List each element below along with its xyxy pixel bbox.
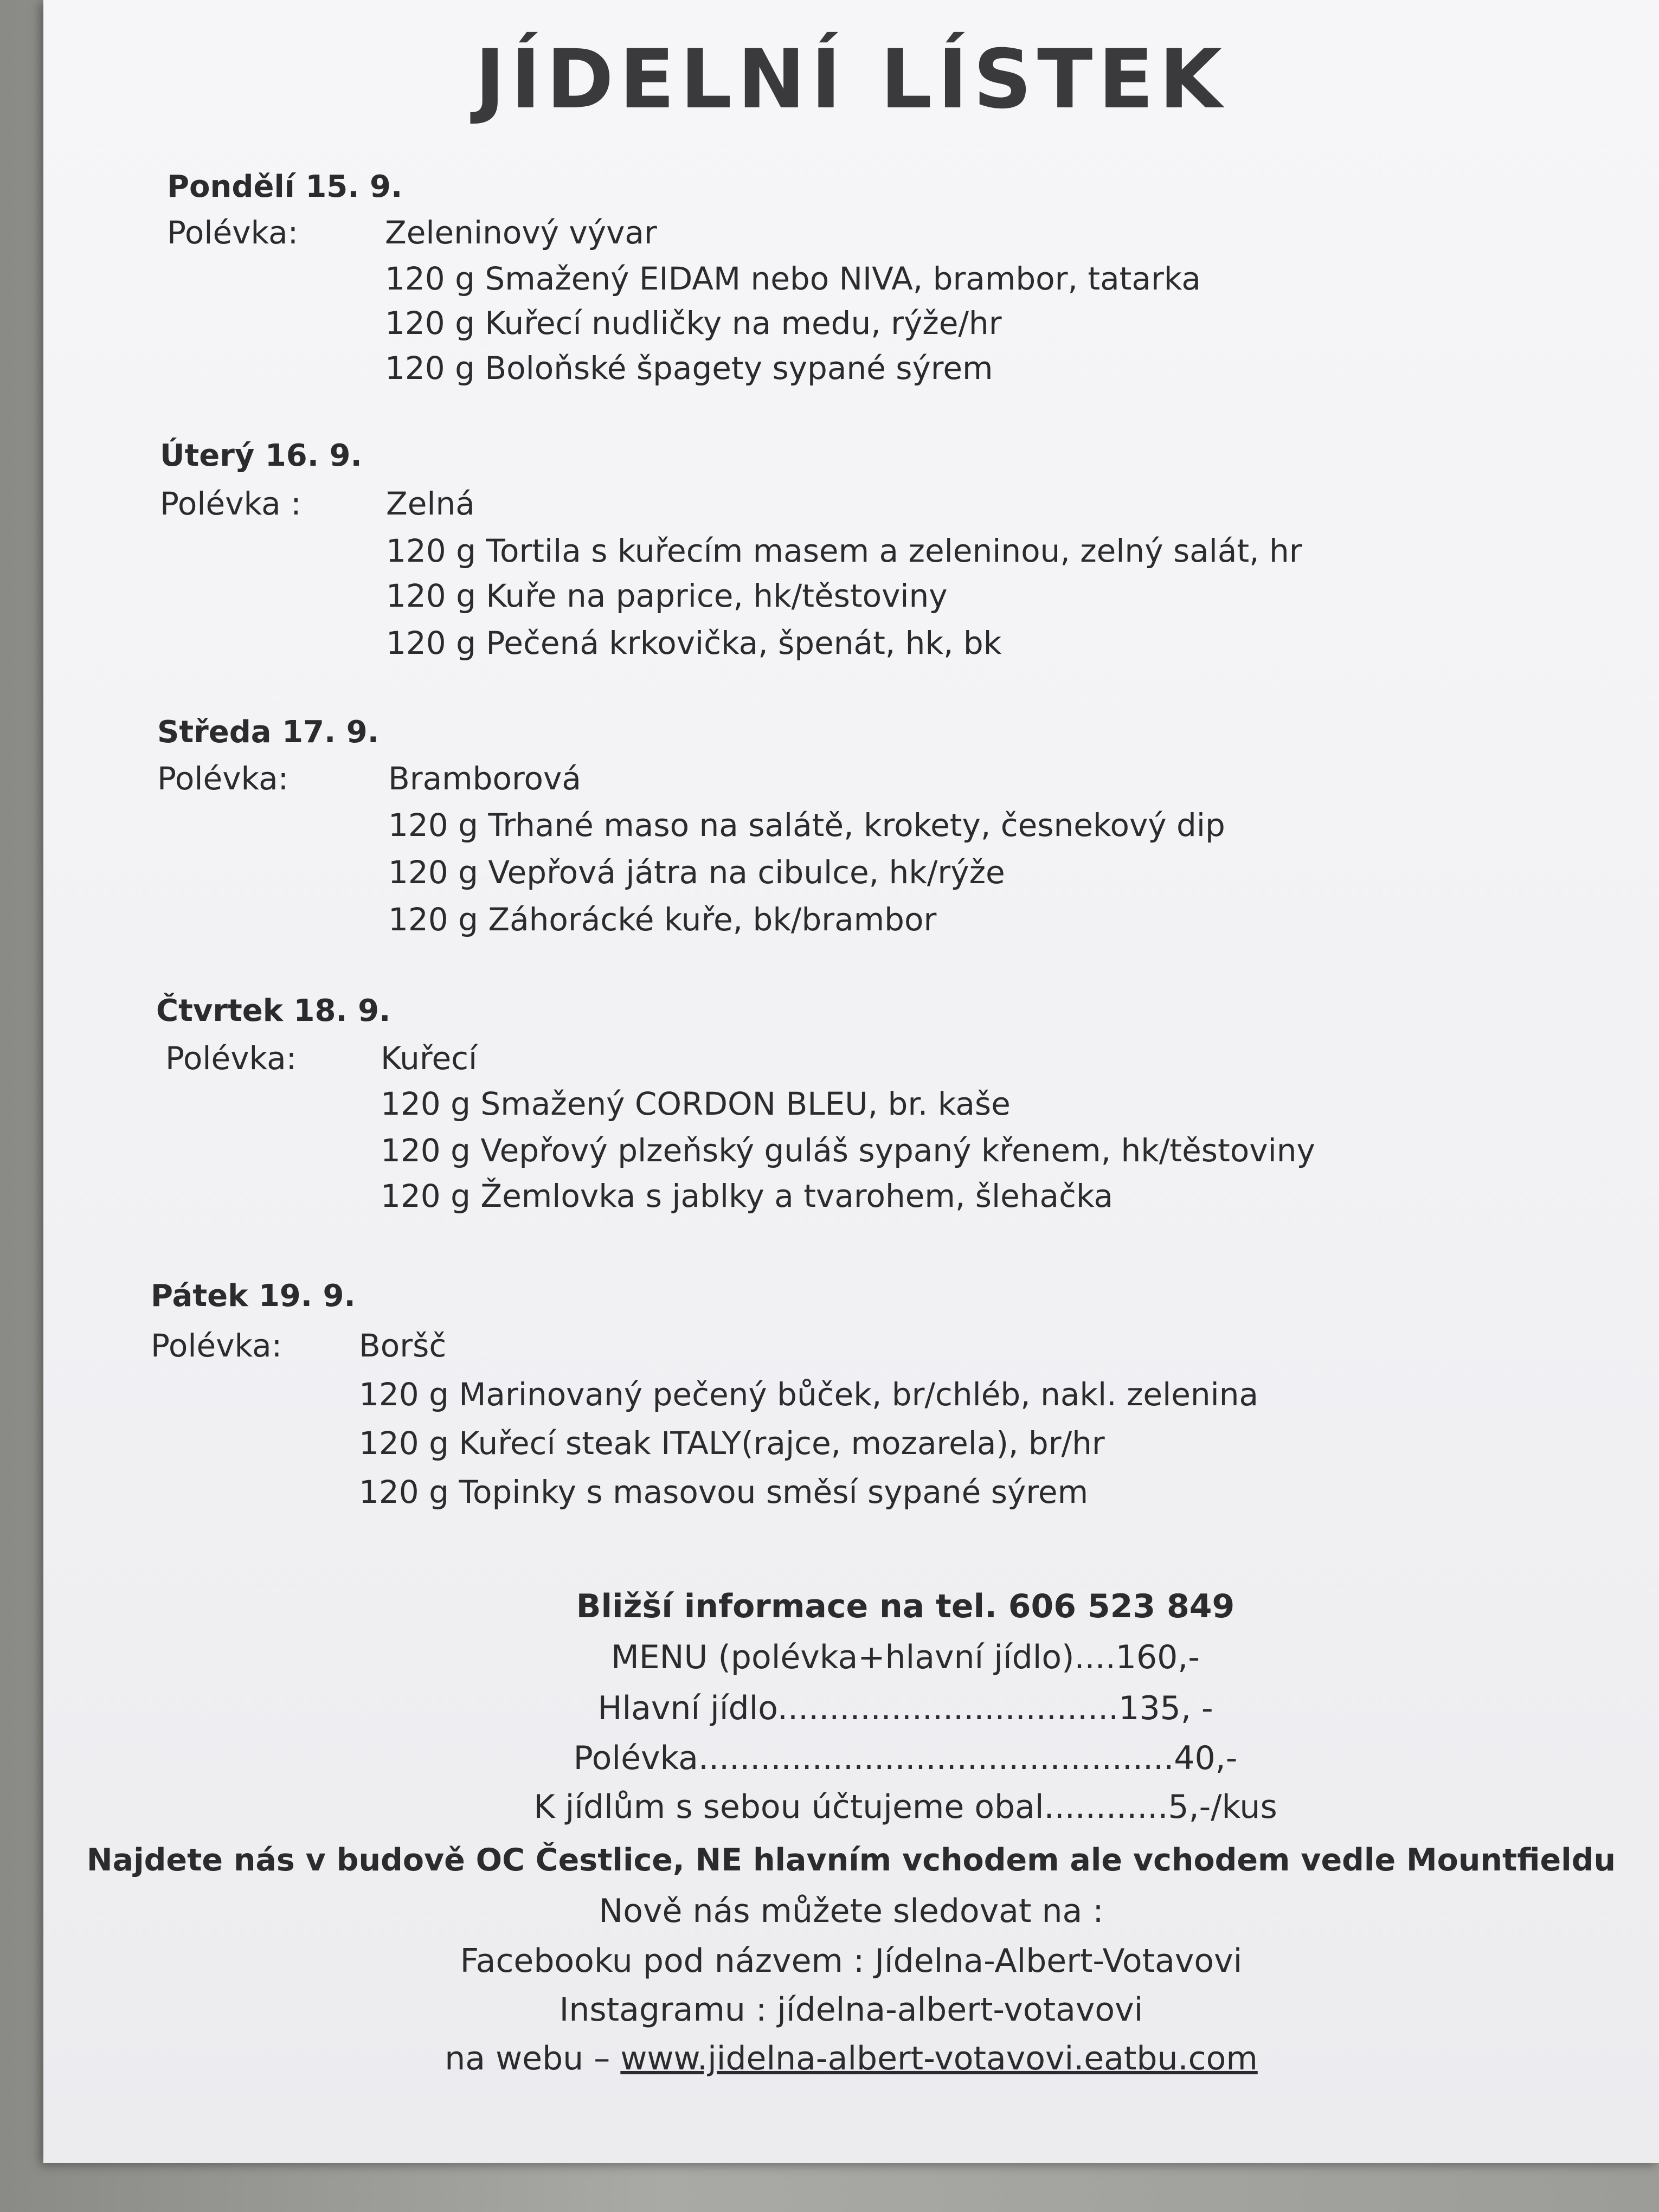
soup-label: Polévka: xyxy=(165,1040,297,1077)
soup-label: Polévka: xyxy=(151,1327,282,1364)
web-link[interactable]: www.jidelna-albert-votavovi.eatbu.com xyxy=(620,2040,1258,2078)
dish-item: 120 g Topinky s masovou směsí sypané sýrem xyxy=(359,1474,1089,1510)
day-heading: Čtvrtek 18. 9. xyxy=(156,993,391,1028)
dish-item: 120 g Pečená krkovička, špenát, hk, bk xyxy=(386,625,1002,661)
dish-item: 120 g Kuřecí nudličky na medu, rýže/hr xyxy=(385,305,1002,342)
soup-label: Polévka: xyxy=(157,760,289,797)
dish-item: 120 g Trhané maso na salátě, krokety, česnekový dip xyxy=(388,807,1225,844)
menu-price-line: MENU (polévka+hlavní jídlo)....160,- xyxy=(610,1638,1200,1676)
dish-item: 120 g Smažený EIDAM nebo NIVA, brambor, tatarka xyxy=(385,260,1201,297)
menu-title: JÍDELNÍ LÍSTEK xyxy=(474,33,1228,127)
soup-name: Kuřecí xyxy=(381,1040,478,1077)
follow-line: Nově nás můžete sledovat na : xyxy=(599,1892,1104,1930)
web-prefix: na webu – xyxy=(445,2040,621,2078)
instagram-line: Instagramu : jídelna-albert-votavovi xyxy=(559,1991,1143,2029)
soup-name: Zeleninový vývar xyxy=(385,214,657,251)
day-heading: Úterý 16. 9. xyxy=(160,438,362,473)
dish-item: 120 g Kuře na paprice, hk/těstoviny xyxy=(386,577,948,614)
menu-sheet xyxy=(43,0,1659,2163)
packaging-line: K jídlům s sebou účtujeme obal............5,-/kus xyxy=(533,1788,1277,1826)
main-price-line: Hlavní jídlo.................................135, - xyxy=(597,1689,1213,1727)
soup-name: Bramborová xyxy=(388,760,581,797)
soup-label: Polévka : xyxy=(160,485,301,522)
dish-item: 120 g Žemlovka s jablky a tvarohem, šlehačka xyxy=(381,1178,1114,1214)
day-heading: Středa 17. 9. xyxy=(157,715,380,750)
soup-name: Boršč xyxy=(359,1327,447,1364)
location-line: Najdete nás v budově OC Čestlice, NE hlavním vchodem ale vchodem vedle Mountfieldu xyxy=(86,1842,1616,1878)
dish-item: 120 g Smažený CORDON BLEU, br. kaše xyxy=(381,1085,1011,1122)
facebook-line: Facebooku pod názvem : Jídelna-Albert-Votavovi xyxy=(460,1942,1243,1980)
soup-name: Zelná xyxy=(386,485,475,522)
day-heading: Pátek 19. 9. xyxy=(151,1278,356,1314)
contact-line: Bližší informace na tel. 606 523 849 xyxy=(576,1587,1235,1625)
dish-item: 120 g Tortila s kuřecím masem a zeleninou, zelný salát, hr xyxy=(386,532,1302,569)
dish-item: 120 g Kuřecí steak ITALY(rajce, mozarela), br/hr xyxy=(359,1425,1105,1462)
dish-item: 120 g Marinovaný pečený bůček, br/chléb, nakl. zelenina xyxy=(359,1376,1259,1413)
dish-item: 120 g Záhorácké kuře, bk/brambor xyxy=(388,901,937,938)
day-heading: Pondělí 15. 9. xyxy=(167,169,403,204)
web-line xyxy=(43,2040,1659,2078)
soup-price-line: Polévka..............................................40,- xyxy=(573,1739,1238,1777)
dish-item: 120 g Boloňské špagety sypané sýrem xyxy=(385,350,993,387)
dish-item: 120 g Vepřový plzeňský guláš sypaný křenem, hk/těstoviny xyxy=(381,1132,1315,1169)
dish-item: 120 g Vepřová játra na cibulce, hk/rýže xyxy=(388,854,1005,891)
soup-label: Polévka: xyxy=(167,214,299,251)
